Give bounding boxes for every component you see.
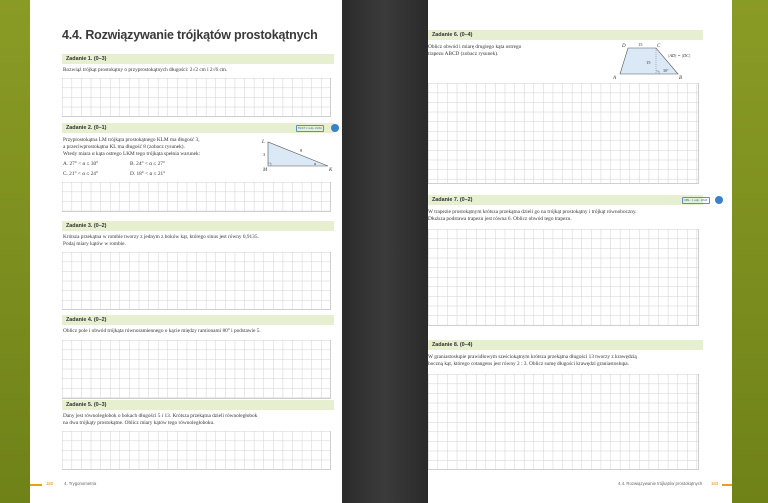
task-6-header: Zadanie 6. (0–4) bbox=[428, 30, 703, 40]
task-2-text bbox=[63, 137, 283, 159]
task-2-header: Zadanie 2. (0–1) bbox=[62, 123, 334, 133]
task-2-line-3: Wtedy miara α kąta ostrego LKM tego trójkąta spełnia warunek: bbox=[63, 151, 201, 158]
footer-section: 4.4. Rozwiązywanie trójkątów prostokątnych bbox=[618, 481, 703, 486]
task-3-line-2: Podaj miary kątów w rombie. bbox=[63, 241, 126, 248]
task-8-line-1: W graniastosłupie prawidłowym sześciokątnym krótsza przekątna długości 13 tworzy z krawędzią bbox=[428, 354, 637, 360]
right-page bbox=[428, 0, 732, 503]
figure-label-a: A bbox=[613, 76, 617, 80]
task-3-answer-grid[interactable] bbox=[62, 252, 331, 310]
task-3-header: Zadanie 3. (0–2) bbox=[62, 221, 334, 231]
figure-side-lm: 3 bbox=[263, 152, 266, 157]
task-7-line-1: W trapezie prostokątnym krótsza przekątna dzieli go na trójkąt prostokątny i trójkąt równoboczny. bbox=[428, 209, 637, 215]
task-1-line-1: Rozwiąż trójkąt prostokątny o przyprostokątnych długości: 2√2 cm i 2√6 cm. bbox=[63, 67, 228, 73]
task-3-text bbox=[63, 234, 335, 248]
task-2-line-1: Przyprostokątna LM trójkąta prostokątnego KLM ma długość 3, bbox=[63, 137, 200, 143]
task-6-line-2: trapezu ABCD (zobacz rysunek). bbox=[428, 51, 499, 58]
figure-label-l: L bbox=[262, 140, 265, 145]
task-8-answer-grid[interactable] bbox=[428, 374, 699, 470]
task-8-text bbox=[428, 354, 708, 368]
task-2-answer-grid[interactable] bbox=[62, 182, 331, 212]
page-title: 4.4. Rozwiązywanie trójkątów prostokątnych bbox=[62, 28, 318, 42]
footer-accent-bar bbox=[722, 484, 732, 486]
footer-chapter: 4. Trygonometria bbox=[64, 481, 97, 486]
task-2-option-d[interactable]: D. 18° < α ≤ 21° bbox=[130, 171, 166, 177]
task-2-triangle-figure bbox=[258, 137, 338, 173]
background-left bbox=[0, 0, 30, 503]
task-7-badge[interactable]: OBL. z odp. ZAM. bbox=[682, 197, 710, 204]
task-2-option-b[interactable]: B. 24° < α ≤ 27° bbox=[130, 161, 165, 167]
task-6-trapezoid-figure bbox=[608, 40, 712, 80]
figure-relation: |AD| = |DC| bbox=[668, 53, 691, 58]
figure-side-kl: 8 bbox=[300, 148, 303, 153]
task-7-text bbox=[428, 209, 708, 223]
task-5-header: Zadanie 5. (0–3) bbox=[62, 400, 334, 410]
task-1-answer-grid[interactable] bbox=[62, 78, 331, 117]
task-6-line-1: Oblicz obwód i miarę drugiego kąta ostrego bbox=[428, 44, 522, 50]
task-2-option-a[interactable]: A. 27° < α ≤ 30° bbox=[63, 161, 99, 167]
task-5-line-2: na dwa trójkąty prostokątne. Oblicz miary kątów tego równoległoboku. bbox=[63, 420, 215, 427]
task-7-line-2: Dłuższa podstawa trapezu jest równa 6. Oblicz obwód tego trapezu. bbox=[428, 216, 572, 223]
task-1-header: Zadanie 1. (0–3) bbox=[62, 54, 334, 64]
task-6-text bbox=[428, 44, 578, 58]
task-8-header: Zadanie 8. (0–4) bbox=[428, 340, 703, 350]
task-6-answer-grid[interactable] bbox=[428, 83, 699, 184]
figure-top-length: 15 bbox=[638, 42, 643, 47]
task-2-line-2: a przeciwprostokątna KL ma długość 8 (zobacz rysunek). bbox=[63, 144, 185, 151]
figure-label-m: M bbox=[263, 168, 268, 173]
figure-height-length: 15 bbox=[646, 60, 651, 65]
task-4-text bbox=[63, 328, 335, 335]
task-5-text bbox=[63, 413, 335, 427]
task-3-line-1: Krótsza przekątna w rombie tworzy z jednym z boków kąt, którego sinus jest równy 0,9135. bbox=[63, 234, 259, 240]
book-gutter bbox=[342, 0, 428, 503]
figure-angle-30: 30° bbox=[663, 68, 669, 73]
task-1-text bbox=[63, 67, 335, 74]
task-5-line-1: Dany jest równoległobok o bokach długości 5 i 13. Krótsza przekątna dzieli równoległobok bbox=[63, 413, 258, 419]
footer-accent-bar bbox=[30, 484, 42, 486]
footer-page-number: 183 bbox=[711, 481, 719, 486]
task-5-answer-grid[interactable] bbox=[62, 431, 331, 470]
task-2-option-c[interactable]: C. 21° < α ≤ 24° bbox=[63, 171, 98, 177]
task-4-header: Zadanie 4. (0–2) bbox=[62, 315, 334, 325]
left-page bbox=[30, 0, 342, 503]
figure-label-c: C bbox=[657, 44, 661, 49]
figure-label-b: B bbox=[679, 76, 683, 80]
task-4-line-1: Oblicz pole i obwód trójkąta równoramiennego o kącie między ramionami 80° i podstawie 5. bbox=[63, 328, 261, 334]
task-2-badge[interactable]: TEST z odp. ZAM. bbox=[297, 126, 323, 130]
task-2-badge-icon[interactable] bbox=[331, 124, 339, 132]
task-4-answer-grid[interactable] bbox=[62, 340, 331, 399]
figure-label-d: D bbox=[622, 44, 626, 49]
task-7-header: Zadanie 7. (0–2) bbox=[428, 195, 703, 205]
task-7-answer-grid[interactable] bbox=[428, 229, 699, 326]
footer-page-number: 182 bbox=[46, 481, 54, 486]
task-8-line-2: boczną kąt, którego cotangens jest równy 2 : 3. Oblicz sumę długości krawędzi graniastosłupa. bbox=[428, 361, 629, 368]
figure-angle-alpha: α bbox=[314, 161, 317, 166]
background-right bbox=[732, 0, 768, 503]
figure-label-k: K bbox=[329, 168, 333, 173]
task-7-badge-icon[interactable] bbox=[715, 196, 723, 204]
